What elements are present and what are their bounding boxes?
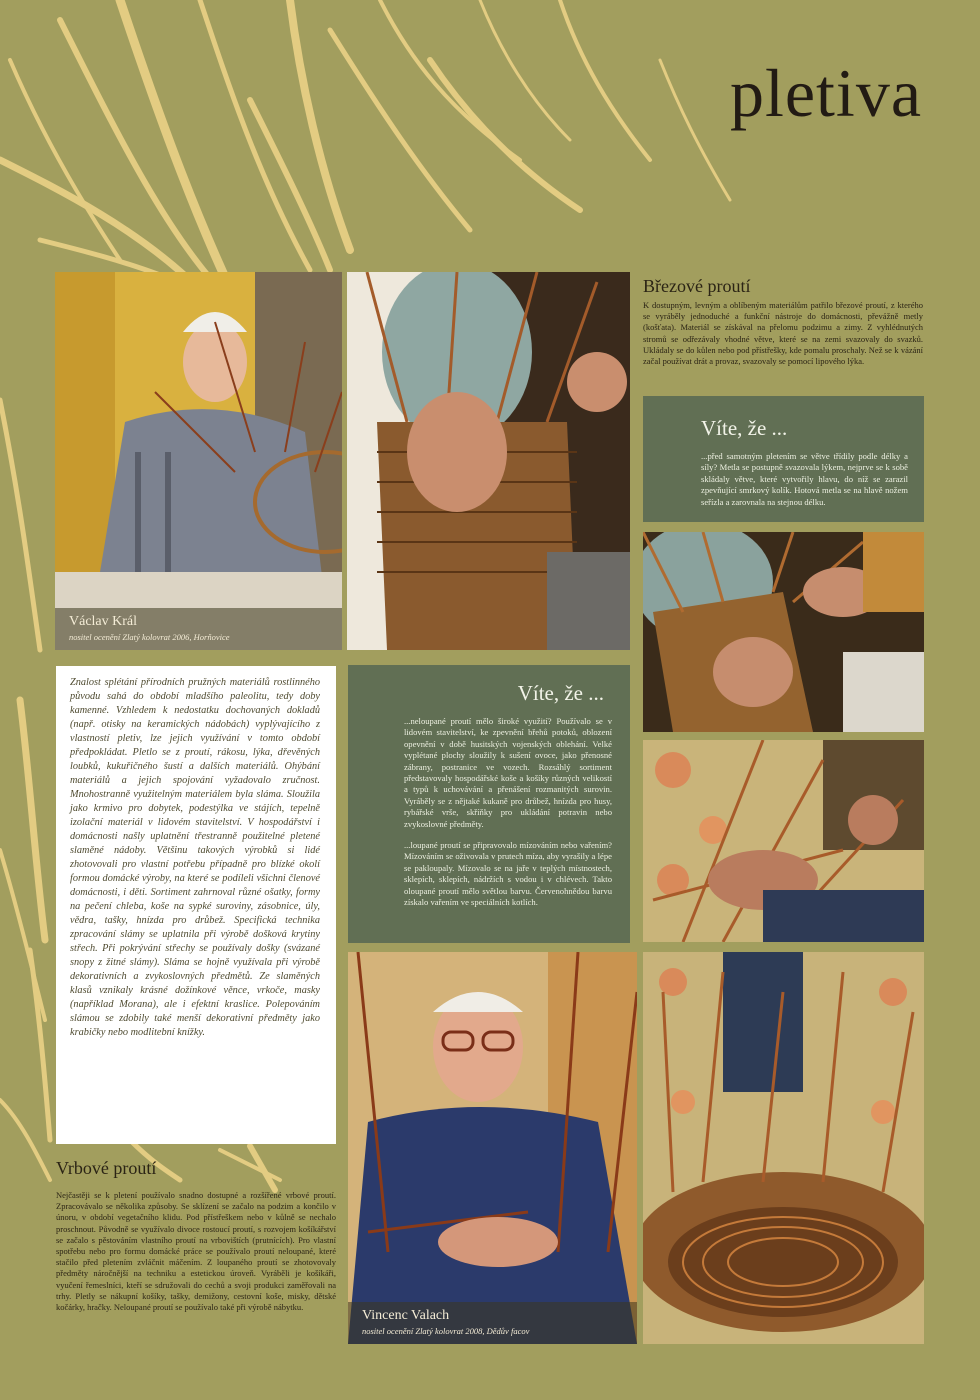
vite-box-1-heading: Víte, že ... (701, 416, 788, 440)
intro-text: Znalost splétání přírodních pružných materiálů rostlinného původu sahá do období mladšího paleolitu, tedy doby kamenné. Vzhledem k nedostatku dochovaných dokladů (např. otisky na keramických nádobách) vyplývajícího z vlastností pletiv, lze jejich využívání v tomto období předpokládat. Pletlo se z proutí, rákosu, lýka, dřevěných loubků, kukuřičného šustí a dalších materiálů. Ohýbání materiálů a jejich spojování vyžadovalo zručnost. Mnohostranně využitelným materiálem byla sláma. Sloužila jako krmivo pro dobytek, podestýlka ve stájích, tepelně izolační materiál v lidovém stavitelství. V hospodářství i domácnosti našly uplatnění třestranně použitelné pletené slaměné nádoby. Většinu takových výrobků si lidé zhotovovali pro vlastní potřebu případně pro blízké okolí formou domácké výroby, na které se podíleli všichni členové domácnosti, i děti. Sortiment zahrnoval různé ošatky, formy na pečení chleba, koše na sypké suroviny, zásobnice, úly, vědra, tašky, hnízda pro drůbež. Specifická technika zpracování slámy se uplatnila při výrobě došková krytiny střech. Při pokrývání střechy se používaly došky (svázané snopy z žitné slámy). Sláma se hojně využívala při výrobě dekorativních a zvykoslovných předmětů. Ze slaměných klasů vznikaly krásné dožínkové věnce, vrkoče, masky (například Morana), ale i efektní kraslice. Polepováním slámou se zdobily také menší dekorativní předměty jako krabičky nebo modlitební knížky. (70, 677, 320, 1038)
photo-caption (348, 1302, 637, 1344)
brezove-text: K dostupným, levným a oblíbeným materiálům patřilo březové proutí, z kterého se vyráběly jednoduché a funkční nástroje do domácnosti, převážně metly (košťata). Materiál se získával na přelomu podzimu a zimy. Z vyhlédnutých stromů se odřezávaly vhodné větve, které se na zemi svazovaly do svazků. Ukládaly se do kůlen nebo pod přístřešky, kde pomalu proschaly. Než se k vázání začal používat drát a provaz, svazovaly se pomocí lipového lýka. (643, 300, 923, 367)
photo-vaclav-kral (55, 272, 342, 650)
vite-box-1 (643, 396, 924, 522)
vite-box-2-text-2: ...loupané proutí se připravovalo mízováním nebo vařením? Mízováním se oživovala v prutech míza, aby vyrašily a lépe se pakloupaly. Mízovalo se na jaře v teplých místnostech, sklepích, sklepích, nádržích s vodou i v chlévech. Takto oloupané proutí mělo světlou barvu. Červenohnědou barvu získalo vařením ve speciálních kotlích. (404, 840, 612, 908)
brezove-heading: Březové proutí (643, 276, 751, 296)
caption-name: Vincenc Valach (362, 1308, 450, 1323)
page-title: pletiva (729, 55, 922, 131)
intro-box (56, 666, 336, 1144)
vite-box-2 (348, 665, 630, 943)
photo-caption (55, 608, 342, 650)
vite-box-1-text: ...před samotným pletením se větve třídily podle délky a síly? Metla se postupně svazovala lýkem, nejprve se k sobě skládaly větve, které vytvořily hlavu, do níž se zarazil zpevňující smrkový kolík. Hotová metla se na hlavě nožem seřízla a zarovnala na stejnou délku. (701, 451, 908, 507)
photo-vincenc-valach (348, 952, 637, 1344)
photo-basket-top (643, 952, 924, 1344)
caption-subtitle: nositel ocenění Zlatý kolovrat 2008, Dědův facov (362, 1326, 530, 1336)
caption-name: Václav Král (69, 614, 138, 629)
caption-subtitle: nositel ocenění Zlatý kolovrat 2006, Horňovice (69, 632, 230, 642)
vite-box-2-text-1: ...neloupané proutí mělo široké využití? Používalo se v lidovém stavitelství, ke zpevnění břehů potoků, oblození opevnění v době husitských vojenských oblehání. Velké vyplétané plochy sloužily k sušení ovoce, jako přenosné zábrany, postranice ve vozech. Rozsáhlý sortiment představovaly hospodářské koše a košíky různých velikostí a typů k uchovávání a přenášení rozmanitých surovin. Vyráběly se z nějtaké kukaně pro drůbež, hnízda pro husy, rybářské vrše, skříňky pro ukládání potravin nebo zvykoslovné předměty. (404, 716, 612, 829)
photo-hands-bottle (643, 532, 924, 732)
vrbove-text: Nejčastěji se k pletení používalo snadno dostupné a rozšířené vrbové proutí. Zpracovávalo se několika způsoby. Se sklízení se začalo na podzim a končilo v únoru, v období vegetačního klidu. Pod přístřeškem nebo v kůlně se nechalo proschnout. Původně se využívalo divoce rostoucí proutí, s rozvojem košíkářství se začalo s pěstováním vlastního proutí na vrbovištích (prutnících). Pro vlastní spotřebu nebo pro formu domácké práce se používalo proutí neloupané, které stačilo před pletením zvláčnit máčením. Z loupaného proutí se zhotovovaly předměty náročnější na techniku a estetickou úroveň. Vyráběli je košíkáři, vyučení řemeslníci, kteří se sdružovali do cechů a svoji produkci zaměřovali na trhy. Pletly se nákupní košíky, tašky, demižony, cestovní koše, misky, dětské kočárky, hračky. Neloupané proutí se používalo také při výrobě nábytku. (56, 1190, 336, 1313)
photo-hands-weaving (347, 272, 630, 650)
vrbove-heading: Vrbové proutí (56, 1158, 157, 1178)
vite-box-2-heading: Víte, že ... (517, 681, 604, 705)
photo-hands-floral (643, 740, 924, 942)
